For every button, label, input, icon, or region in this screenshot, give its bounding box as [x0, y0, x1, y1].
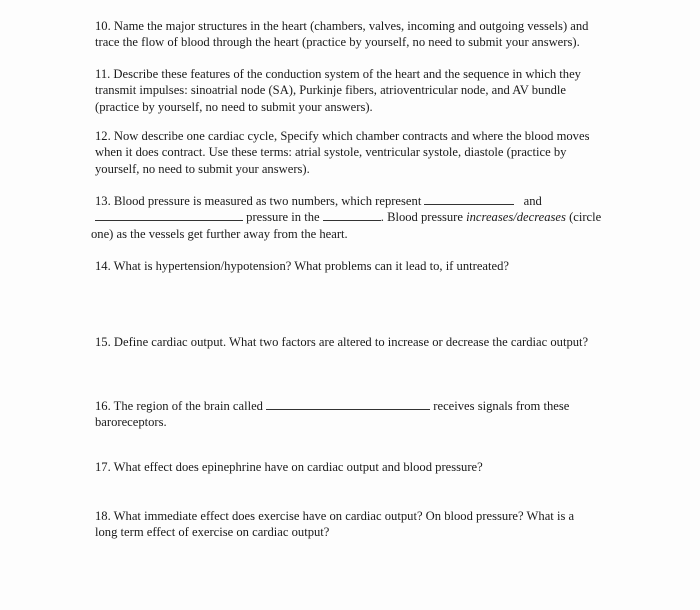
- blank-1[interactable]: [424, 193, 514, 205]
- question-13-circle-choice[interactable]: increases/decreases: [466, 210, 566, 225]
- question-12-line-1: 12. Now describe one cardiac cycle, Specify which chamber contracts and where the blood moves: [95, 129, 590, 143]
- question-13-line-3: one) as the vessels get further away from the heart.: [91, 226, 348, 241]
- question-18-line-2: long term effect of exercise on cardiac output?: [95, 525, 330, 540]
- question-11-line-2: transmit impulses: sinoatrial node (SA), Purkinje fibers, atrioventricular node, and AV bundle: [95, 83, 567, 98]
- blank-4[interactable]: [266, 398, 430, 410]
- question-15: [95, 334, 645, 350]
- question-16-text-2: receives signals from these: [433, 399, 570, 413]
- question-13-line-2: [95, 209, 645, 225]
- question-13: [91, 193, 645, 242]
- question-15-text: 15. Define cardiac output. What two factors are altered to increase or decrease the cardiac output?: [95, 335, 589, 349]
- question-11-line-3: (practice by yourself, no need to submit your answers).: [95, 99, 373, 114]
- blank-2[interactable]: [95, 209, 243, 221]
- question-11: [95, 66, 645, 115]
- blank-3[interactable]: [323, 209, 381, 221]
- question-10-line-1: 10. Name the major structures in the heart (chambers, valves, incoming and outgoing vessels) and: [95, 19, 589, 33]
- question-17-text: 17. What effect does epinephrine have on cardiac output and blood pressure?: [95, 460, 483, 474]
- question-13-text-4: . Blood pressure: [380, 210, 463, 225]
- question-14-text: 14. What is hypertension/hypotension? What problems can it lead to, if untreated?: [95, 259, 509, 273]
- question-13-line-1: [95, 193, 645, 209]
- question-10-line-2: trace the flow of blood through the heart (practice by yourself, no need to submit your answers).: [95, 35, 580, 50]
- question-12-line-3: yourself, no need to submit your answers).: [95, 161, 310, 176]
- question-10: [95, 18, 645, 51]
- question-13-text-1: 13. Blood pressure is measured as two numbers, which represent: [95, 194, 422, 208]
- question-13-text-3: pressure in the: [246, 210, 320, 225]
- question-12-line-2: when it does contract. Use these terms: atrial systole, ventricular systole, diastole (practice by: [95, 145, 567, 160]
- question-16-line-2: baroreceptors.: [95, 415, 167, 430]
- question-13-text-6: (circle: [569, 210, 602, 225]
- question-18: [95, 508, 645, 541]
- question-13-text-2: and: [523, 194, 542, 208]
- question-12: [95, 128, 645, 177]
- question-16-text-1: 16. The region of the brain called: [95, 399, 263, 413]
- question-16-line-1: [95, 398, 645, 414]
- question-14: [95, 258, 645, 274]
- question-17: [95, 459, 645, 475]
- question-16: [95, 398, 645, 431]
- question-11-line-1: 11. Describe these features of the conduction system of the heart and the sequence in which they: [95, 67, 581, 81]
- question-18-line-1: 18. What immediate effect does exercise have on cardiac output? On blood pressure? What is a: [95, 509, 575, 523]
